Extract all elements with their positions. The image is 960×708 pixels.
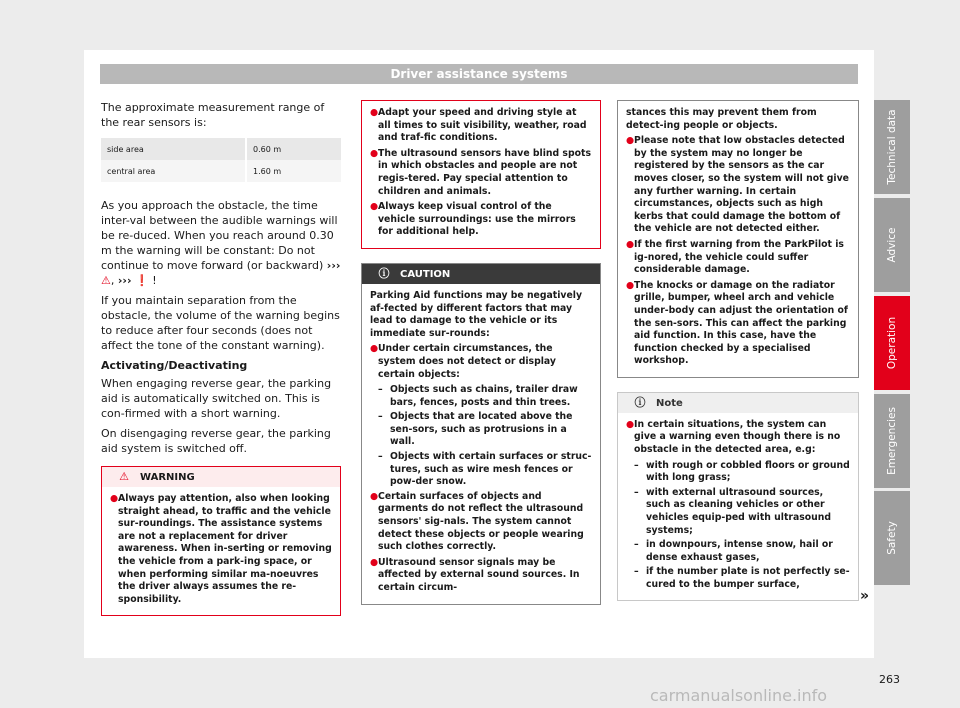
table-cell-value: 0.60 m	[246, 138, 341, 160]
table-cell-area: central area	[101, 160, 246, 182]
page-number: 263	[879, 673, 900, 686]
tab-operation[interactable]	[874, 296, 910, 390]
note-title: Note	[656, 397, 683, 409]
list-item: ● In certain situations, the system can give a warning even though there is no obstacle in the detected area, e.g:	[626, 418, 841, 456]
sub-list-item: – Objects such as chains, trailer draw bars, fences, posts and thin trees.	[378, 384, 578, 408]
list-item-text: In certain situations, the system can give a warning even though there is no obstacle in the detected area, e.g:	[634, 418, 841, 456]
sub-list-item: – in downpours, intense snow, hail or dense exhaust gases,	[634, 539, 833, 563]
list-item-text: If the first warning from the ParkPilot is ig-nored, the vehicle could suffer considerable damage.	[634, 238, 844, 276]
cross-reference-link[interactable]: ›››	[117, 274, 132, 287]
continue-arrow-icon: »	[860, 588, 870, 604]
warning-triangle-icon: ⚠	[101, 274, 111, 287]
sub-list-item: – Objects with certain surfaces or struc-tures, such as wire mesh fences or pow-der snow.	[378, 451, 592, 488]
warning-header	[102, 467, 340, 487]
list-item: ● Adapt your speed and driving style at all times to suit visibility, weather, road and traf-fic conditions.	[370, 107, 587, 144]
caution-box	[361, 263, 601, 605]
tab-advice[interactable]	[874, 198, 910, 292]
page-title: Driver assistance systems	[390, 67, 568, 81]
paragraph: On disengaging reverse gear, the parking aid system is switched off.	[101, 427, 331, 455]
note-box	[617, 392, 859, 601]
info-icon: ⓘ	[634, 395, 646, 409]
sub-list-item: – Objects that are located above the sen-sors, such as protrusions in a wall.	[378, 411, 573, 448]
cross-reference-link[interactable]: ›››	[326, 259, 341, 272]
list-item: ● Always keep visual control of the vehicle surroundings: use the mirrors for additional help.	[370, 201, 576, 238]
warning-box	[101, 466, 341, 616]
tab-label: Safety	[886, 521, 898, 555]
list-item-text: Always pay attention, also when looking straight ahead, to traffic and the vehicle sur-roundings. The assistance systems are not a replacement for driver awareness. When in-serting or removing the vehicle from a park-ing space, or when performing similar ma-noeuvres the driver always assumes the re-sponsibility.	[118, 493, 332, 605]
tab-emergencies[interactable]	[874, 394, 910, 488]
tab-safety[interactable]	[874, 491, 910, 585]
list-item: ● The knocks or damage on the radiator grille, bumper, wheel arch and vehicle under-body can adjust the orientation of the sen-sors. This can affect the parking aid function. In this case, have the function checked by a specialised workshop.	[626, 279, 848, 367]
warning-title: WARNING	[140, 472, 195, 483]
list-item: ● Under certain circumstances, the system does not detect or display certain objects:	[370, 343, 556, 380]
warning-box-continued	[361, 100, 601, 249]
list-item: ● Certain surfaces of objects and garments do not reflect the ultrasound sensors' sig-nals. The system cannot detect these objects or people wearing such clothes correctly.	[370, 490, 584, 553]
list-item: ● If the first warning from the ParkPilot is ig-nored, the vehicle could suffer considerable damage.	[626, 238, 844, 276]
paragraph	[101, 198, 341, 288]
tab-label: Emergencies	[886, 407, 898, 475]
list-item-text: Adapt your speed and driving style at all times to suit visibility, weather, road and traf-fic conditions.	[378, 107, 587, 144]
list-item-text: Under certain circumstances, the system does not detect or display certain objects:	[378, 343, 556, 380]
range-table	[101, 138, 341, 182]
caution-intro: Parking Aid functions may be negatively af-fected by different factors that may lead to damage to the vehicle or its immediate sur-rounds:	[370, 289, 583, 339]
caution-header	[362, 264, 600, 284]
section-heading: Activating/Deactivating	[101, 359, 248, 372]
caution-title: CAUTION	[400, 268, 451, 280]
sub-list-item: – with external ultrasound sources, such as cleaning vehicles or other vehicles equip-ped with ultrasound systems;	[634, 486, 832, 536]
paragraph-end: !	[152, 274, 157, 287]
sub-item-text: Objects that are located above the sen-sors, such as protrusions in a wall.	[390, 411, 573, 448]
tab-label: Technical data	[886, 109, 898, 185]
table-cell-value: 1.60 m	[246, 160, 341, 182]
intro-text: The approximate measurement range of the rear sensors is:	[101, 101, 325, 129]
tab-technical-data[interactable]	[874, 100, 910, 194]
paragraph: When engaging reverse gear, the parking aid is automatically switched on. This is con-firmed with a short warning.	[101, 377, 332, 420]
sub-item-text: with external ultrasound sources, such as cleaning vehicles or other vehicles equip-ped with ultrasound systems;	[646, 486, 832, 536]
sub-item-text: Objects such as chains, trailer draw bars, fences, posts and thin trees.	[390, 384, 578, 408]
caution-body	[618, 101, 858, 377]
note-body	[618, 413, 858, 600]
table-row	[101, 160, 341, 182]
list-item: ● Please note that low obstacles detected by the system may no longer be registered by the sensors as the car moves closer, so the system will not give any further warning. In certain circumstances, objects such as high kerbs that could damage the bottom of the vehicle are not detected either.	[626, 135, 849, 235]
sub-item-text: with rough or cobbled floors or ground with long grass;	[646, 459, 850, 484]
list-item: ● Ultrasound sensor signals may be affected by external sound sources. In certain circum-	[370, 556, 580, 593]
sub-list-item: – if the number plate is not perfectly se-cured to the bumper surface,	[634, 566, 850, 590]
caution-circle-icon: ❗	[134, 274, 149, 287]
paragraph: If you maintain separation from the obstacle, the volume of the warning begins to reduce after four seconds (does not affect the tone of the constant warning).	[101, 294, 340, 352]
sub-list-item: – with rough or cobbled floors or ground with long grass;	[634, 459, 850, 484]
list-item-text: The knocks or damage on the radiator grille, bumper, wheel arch and vehicle under-body can adjust the orientation of the sen-sors. This can affect the parking aid function. In this case, have the function checked by a specialised workshop.	[634, 279, 848, 367]
column-1	[101, 100, 341, 616]
table-cell-area: side area	[101, 138, 246, 160]
list-item-text: Ultrasound sensor signals may be affected by external sound sources. In certain circum-	[378, 556, 580, 593]
list-item-text: Please note that low obstacles detected by the system may no longer be registered by the sensors as the car moves closer, so the system will not give any further warning. In certain circumstances, objects such as high kerbs that could damage the bottom of the vehicle are not detected either.	[634, 135, 849, 235]
watermark: carmanualsonline.info	[650, 686, 828, 705]
warning-body	[102, 487, 340, 615]
warning-body	[362, 101, 600, 248]
warning-triangle-icon: ⚠	[119, 470, 129, 483]
list-item-text: The ultrasound sensors have blind spots in which obstacles and people are not regis-tered. Pay special attention to children and animals.	[378, 147, 591, 197]
list-item: ● Always pay attention, also when looking straight ahead, to traffic and the vehicle sur-roundings. The assistance systems are not a replacement for driver awareness. When in-serting or removing the vehicle from a park-ing space, or when performing similar ma-noeuvres the driver always assumes the re-sponsibility.	[110, 493, 332, 605]
caution-box-continued	[617, 100, 859, 378]
list-item-text: Always keep visual control of the vehicle surroundings: use the mirrors for additional help.	[378, 201, 576, 238]
caution-body	[362, 284, 600, 604]
list-item-text: Certain surfaces of objects and garments do not reflect the ultrasound sensors' sig-nals. The system cannot detect these objects or people wearing such clothes correctly.	[378, 490, 584, 553]
tab-label: Advice	[886, 227, 898, 263]
paragraph-text: As you approach the obstacle, the time inter-val between the audible warnings will be re-duced. When you reach around 0.30 m the warning will be constant: Do not continue to move forward (or backward)	[101, 199, 338, 272]
caution-continued-text: stances this may prevent them from detect-ing people or objects.	[626, 107, 817, 131]
note-header	[618, 393, 858, 413]
sub-item-text: Objects with certain surfaces or struc-tures, such as wire mesh fences or pow-der snow.	[390, 451, 592, 488]
sub-item-text: in downpours, intense snow, hail or dense exhaust gases,	[646, 539, 833, 563]
separator-text: ,	[110, 274, 115, 287]
column-2	[361, 100, 601, 605]
table-row	[101, 138, 341, 160]
list-item: ● The ultrasound sensors have blind spots in which obstacles and people are not regis-tered. Pay special attention to children and animals.	[370, 147, 591, 197]
sub-item-text: if the number plate is not perfectly se-cured to the bumper surface,	[646, 566, 850, 590]
column-3	[617, 100, 859, 601]
tab-label: Operation	[886, 316, 898, 370]
caution-circle-icon: ⓘ	[378, 266, 390, 280]
